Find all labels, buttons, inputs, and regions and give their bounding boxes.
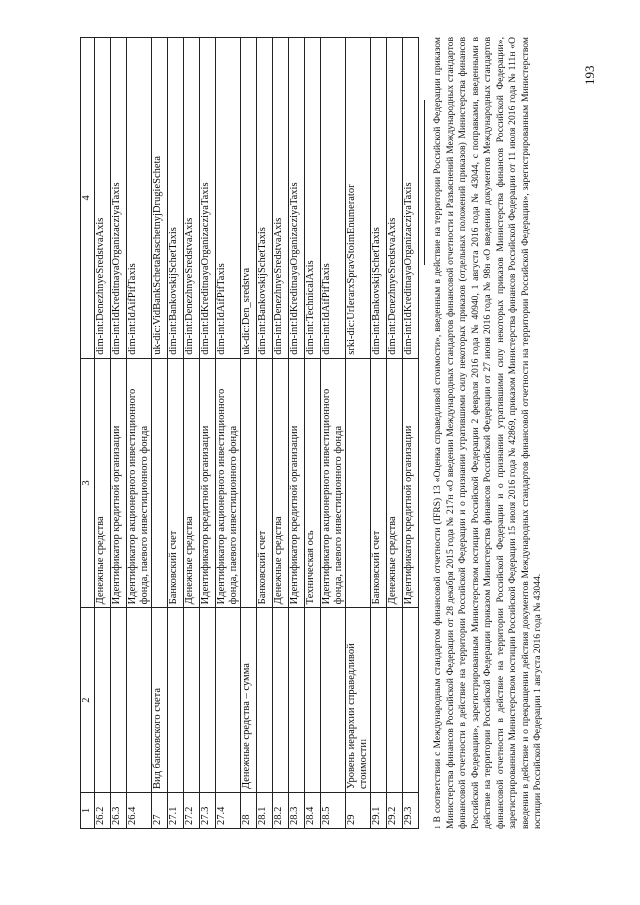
table-row <box>127 38 152 829</box>
footnote-text: В соответствии с Международным стандартом финансовой отчетности (IFRS) 13 «Оценка справедливой стоимости», введенным в действие на территории Российской Федерации приказом Министерства финансов Российской Федерации от 28 декабря 2015 года № 217н «О введении Международных стандартов финансовой отчетности и Разъяснений Международных стандартов финансовой отчетности в действие на территории Российской Федерации и о признании утратившими силу некоторых приказов (отдельных положений приказов) Министерства финансов Российской Федерации», зарегистрированным Министерством юстиции Российской Федерации 2 февраля 2016 года № 40940, 1 августа 2016 года № 43044, с поправками, введенными в действие на территории Российской Федерации приказом Министерства финансов Российской Федерации от 27 июня 2016 года № 98н «О введении документов Международных стандартов финансовой отчетности в действие на территории Российской Федерации и о признании утратившими силу некоторых приказов Министерства финансов Российской Федерации», зарегистрированным Министерством юстиции Российской Федерации 15 июля 2016 года № 42869, приказом Министерства финансов Российской Федерации от 11 июля 2016 года № 111н «О введении в действие и о прекращении действия документов Международных стандартов финансовой отчетности на территории Российской Федерации», зарегистрированным Министерством юстиции Российской Федерации 1 августа 2016 года № 43044. <box>432 37 543 829</box>
indicator-name-cell <box>216 608 241 793</box>
axis-label-cell <box>241 358 257 608</box>
axis-label-cell: Идентификатор акционерного инвестиционного фонда, паевого инвестиционного фонда <box>127 358 152 608</box>
indicator-name-cell <box>168 608 184 793</box>
table-row <box>257 38 273 829</box>
row-number-cell: 27 <box>152 793 168 829</box>
axis-label-cell: Идентификатор кредитной организации <box>403 358 419 608</box>
indicator-name-cell <box>200 608 216 793</box>
indicator-name-cell <box>111 608 127 793</box>
code-cell: dim-int:IdKreditnayaOrganizacziyaTaxis <box>200 38 216 359</box>
indicator-name-cell: Вид банковского счета <box>152 608 168 793</box>
row-number-cell: 26.2 <box>95 793 111 829</box>
axis-label-cell: Идентификатор кредитной организации <box>200 358 216 608</box>
indicator-name-text: Уровень иерархии справедливой стоимости <box>346 643 369 790</box>
table-row <box>371 38 387 829</box>
axis-label-cell: Идентификатор кредитной организации <box>289 358 305 608</box>
row-number-cell: 29 <box>346 793 371 829</box>
table-row <box>216 38 241 829</box>
indicator-name-cell <box>305 608 321 793</box>
table-row <box>273 38 289 829</box>
indicator-name-cell <box>289 608 305 793</box>
table-row <box>289 38 305 829</box>
table-row <box>387 38 403 829</box>
indicator-name-cell <box>321 608 346 793</box>
header-cell-3: 3 <box>81 358 95 608</box>
code-cell: dim-int:BankovskijSchetTaxis <box>371 38 387 359</box>
row-number-cell: 27.4 <box>216 793 241 829</box>
table-row <box>168 38 184 829</box>
indicator-name-cell: Денежные средства – сумма <box>241 608 257 793</box>
code-cell: uk-dic:VidBankSchetaRaschetnyjDrugieScheta <box>152 38 168 359</box>
axis-label-cell: Банковский счет <box>257 358 273 608</box>
header-cell-2: 2 <box>81 608 95 793</box>
table-row <box>152 38 168 829</box>
axis-label-cell: Техническая ось <box>305 358 321 608</box>
axis-label-cell: Денежные средства <box>273 358 289 608</box>
code-cell: dim-int:IdKreditnayaOrganizacziyaTaxis <box>111 38 127 359</box>
row-number-cell: 28.4 <box>305 793 321 829</box>
table-row <box>346 38 371 829</box>
page-number: 193 <box>582 65 597 85</box>
indicator-name-cell <box>387 608 403 793</box>
indicator-name-cell <box>403 608 419 793</box>
code-cell: dim-int:DenezhnyeSredstvaAxis <box>95 38 111 359</box>
code-cell: dim-int:TechnicalAxis <box>305 38 321 359</box>
table-row <box>200 38 216 829</box>
footnote <box>432 37 545 829</box>
table-row <box>184 38 200 829</box>
row-number-cell: 27.1 <box>168 793 184 829</box>
table-row <box>95 38 111 829</box>
footnote-separator <box>424 100 425 265</box>
row-number-cell: 26.3 <box>111 793 127 829</box>
axis-label-cell: Денежные средства <box>95 358 111 608</box>
register-table <box>80 37 419 829</box>
code-cell: dim-int:DenezhnyeSredstvaAxis <box>184 38 200 359</box>
code-cell: dim-int:DenezhnyeSredstvaAxis <box>387 38 403 359</box>
register-table-body <box>81 38 419 829</box>
code-cell: dim-int:IdAifPifTaxis <box>321 38 346 359</box>
footnote-reference: 1 <box>360 738 368 743</box>
code-cell: dim-int:BankovskijSchetTaxis <box>257 38 273 359</box>
row-number-cell: 29.1 <box>371 793 387 829</box>
header-cell-1: 1 <box>81 793 95 829</box>
axis-label-cell: Идентификатор акционерного инвестиционного фонда, паевого инвестиционного фонда <box>216 358 241 608</box>
table-row <box>403 38 419 829</box>
code-cell: dim-int:BankovskijSchetTaxis <box>168 38 184 359</box>
row-number-cell: 28.5 <box>321 793 346 829</box>
indicator-name-cell <box>184 608 200 793</box>
axis-label-cell: Денежные средства <box>184 358 200 608</box>
axis-label-cell: Идентификатор акционерного инвестиционного фонда, паевого инвестиционного фонда <box>321 358 346 608</box>
row-number-cell: 29.2 <box>387 793 403 829</box>
indicator-name-cell <box>257 608 273 793</box>
row-number-cell: 28 <box>241 793 257 829</box>
code-cell: dim-int:IdAifPifTaxis <box>216 38 241 359</box>
indicator-name-cell <box>346 608 371 793</box>
axis-label-cell: Банковский счет <box>371 358 387 608</box>
axis-label-cell: Идентификатор кредитной организации <box>111 358 127 608</box>
row-number-cell: 27.3 <box>200 793 216 829</box>
axis-label-cell <box>346 358 371 608</box>
code-cell: dim-int:IdKreditnayaOrganizacziyaTaxis <box>403 38 419 359</box>
row-number-cell: 28.1 <box>257 793 273 829</box>
row-number-cell: 28.3 <box>289 793 305 829</box>
axis-label-cell <box>152 358 168 608</box>
indicator-name-cell <box>371 608 387 793</box>
indicator-name-cell <box>273 608 289 793</box>
row-number-cell: 28.2 <box>273 793 289 829</box>
code-cell: dim-int:IdAifPifTaxis <box>127 38 152 359</box>
axis-label-cell: Банковский счет <box>168 358 184 608</box>
table-row <box>321 38 346 829</box>
header-cell-4: 4 <box>81 38 95 359</box>
indicator-name-cell <box>127 608 152 793</box>
table-header-row <box>81 38 95 829</box>
axis-label-cell: Денежные средства <box>387 358 403 608</box>
code-cell: uk-dic:Den_sredstva <box>241 38 257 359</box>
indicator-name-cell <box>95 608 111 793</box>
table-row <box>305 38 321 829</box>
code-cell: dim-int:DenezhnyeSredstvaAxis <box>273 38 289 359</box>
row-number-cell: 29.3 <box>403 793 419 829</box>
row-number-cell: 27.2 <box>184 793 200 829</box>
table-row <box>241 38 257 829</box>
table-row <box>111 38 127 829</box>
code-cell: dim-int:IdKreditnayaOrganizacziyaTaxis <box>289 38 305 359</box>
row-number-cell: 26.4 <box>127 793 152 829</box>
footnote-mark: 1 <box>434 825 442 829</box>
code-cell: srki-dic:UrIerarxSpravStoimEnumerator <box>346 38 371 359</box>
